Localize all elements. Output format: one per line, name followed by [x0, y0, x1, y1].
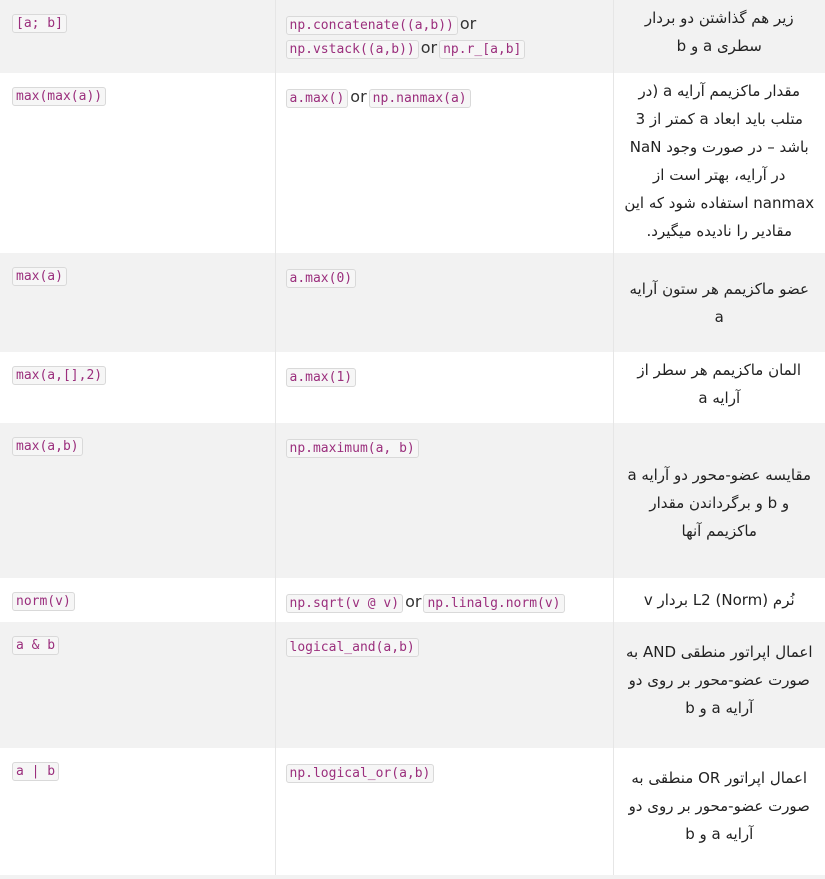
numpy-code: np.logical_or(a,b): [286, 764, 435, 783]
description: عضو ماکزیمم هر ستون آرایه a: [629, 279, 809, 326]
description: المان ماکزیمم هر سطر از آرایه a: [637, 361, 802, 407]
numpy-code: np.vstack((a,b)): [286, 40, 419, 59]
description: نُرم (Norm) L2 بردار v: [643, 591, 795, 609]
table-row: [0, 578, 825, 622]
numpy-code: a.max(1): [286, 368, 357, 387]
numpy-code: np.maximum(a, b): [286, 439, 419, 458]
description: زیر هم گذاشتن دو بردار سطری a و b: [644, 9, 794, 55]
numpy-code: np.nanmax(a): [369, 89, 471, 108]
table-row: [0, 423, 825, 578]
matlab-code: a & b: [12, 636, 59, 655]
matlab-code: max(a,[],2): [12, 366, 106, 385]
description: مقایسه عضو-محور دو آرایه a و b و برگرداندن مقدار ماکزیمم آنها: [627, 465, 812, 540]
description: مقدار ماکزیمم آرایه a (در متلب باید ابعاد a کمتر از 3 باشد – در صورت وجود NaN در آرایه، بهتر است از nanmax استفاده شود که این مقادیر را نادیده میگیرد.: [624, 82, 815, 240]
or-separator: or: [459, 14, 477, 33]
table-row: [0, 0, 825, 73]
table-bottom-edge: [0, 875, 825, 879]
table-row: [0, 622, 825, 748]
or-separator: or: [350, 87, 367, 106]
numpy-code: a.max(0): [286, 269, 357, 288]
matlab-code: max(a): [12, 267, 67, 286]
or-separator: or: [420, 38, 438, 57]
or-separator: or: [405, 592, 422, 611]
matlab-code: max(a,b): [12, 437, 83, 456]
numpy-code: np.sqrt(v @ v): [286, 594, 404, 613]
numpy-code: np.linalg.norm(v): [423, 594, 564, 613]
matlab-code: max(max(a)): [12, 87, 106, 106]
table-row: [0, 73, 825, 253]
numpy-code: np.concatenate((a,b)): [286, 16, 458, 35]
table-row: [0, 352, 825, 423]
table-row: [0, 253, 825, 352]
matlab-code: a | b: [12, 762, 59, 781]
matlab-code: [a; b]: [12, 14, 67, 33]
numpy-code: np.r_[a,b]: [439, 40, 525, 59]
matlab-code: norm(v): [12, 592, 75, 611]
numpy-code: logical_and(a,b): [286, 638, 419, 657]
table-row: [0, 748, 825, 875]
description: اعمال اپراتور OR منطقی به صورت عضو-محور بر روی دو آرایه a و b: [628, 769, 810, 843]
numpy-code: a.max(): [286, 89, 349, 108]
description: اعمال اپراتور منطقی AND به صورت عضو-محور بر روی دو آرایه a و b: [625, 643, 813, 717]
